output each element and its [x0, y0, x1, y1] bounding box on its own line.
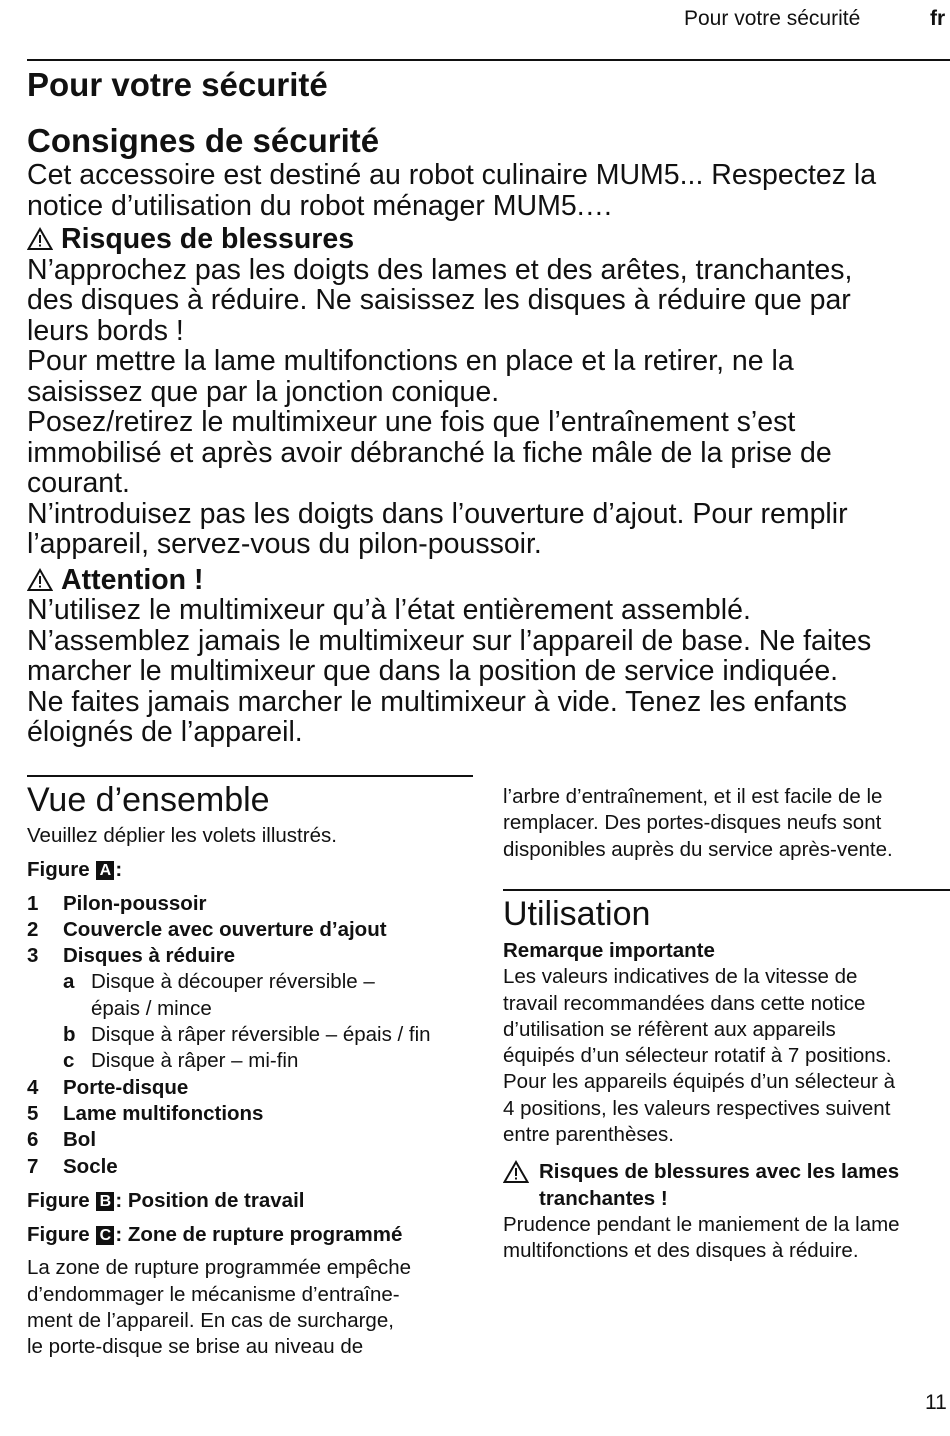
remark-line: équipés d’un sélecteur rotatif à 7 positions.: [503, 1044, 892, 1068]
rupture-line: ment de l’appareil. En cas de surcharge,: [27, 1309, 394, 1333]
warning-line: saisissez que par la jonction conique.: [27, 375, 500, 408]
rupture-line: d’endommager le mécanisme d’entraîne-: [27, 1282, 400, 1306]
running-header: Pour votre sécurité: [684, 7, 861, 30]
blade-warning-line: multifonctions et des disques à réduire.: [503, 1239, 859, 1263]
warning-line: courant.: [27, 467, 130, 499]
right-column-top: [503, 784, 948, 863]
remark-line: 4 positions, les valeurs respectives suivent: [503, 1096, 891, 1120]
attention-heading: [27, 565, 942, 596]
blade-warning-line: Prudence pendant le maniement de la lame: [503, 1212, 900, 1236]
list-item: 5 Lame multifonctions: [27, 1101, 264, 1125]
usage-rule: [503, 889, 950, 891]
figure-b-label: Figure B : Position de travail: [27, 1188, 305, 1212]
overview-rule: [27, 775, 473, 777]
attention-line: N’assemblez jamais le multimixeur sur l’appareil de base. Ne faites: [27, 624, 872, 657]
attention-line: N’utilisez le multimixeur qu’à l’état entièrement assemblé.: [27, 594, 751, 626]
usage-column: [503, 894, 948, 1265]
page-number: 11: [925, 1391, 947, 1414]
continued-line: disponibles auprès du service après-vente.: [503, 837, 893, 861]
sub-list-item: c Disque à râper – mi-fin: [63, 1049, 299, 1073]
injury-warning-heading: [27, 224, 942, 255]
list-item: 6 Bol: [27, 1128, 97, 1152]
warning-line: N’introduisez pas les doigts dans l’ouverture d’ajout. Pour remplir: [27, 497, 848, 530]
remark-line: entre parenthèses.: [503, 1123, 674, 1147]
figure-c-label: Figure C : Zone de rupture programmé: [27, 1223, 403, 1247]
safety-body: [27, 160, 942, 748]
list-item: 3 Disques à réduire: [27, 944, 236, 968]
remark-line: Pour les appareils équipés d’un sélecteur à: [503, 1070, 896, 1094]
continued-line: l’arbre d’entraînement, et il est facile de le: [503, 785, 883, 808]
blade-warning-title: tranchantes !: [539, 1186, 668, 1210]
safety-title: Consignes de sécurité: [27, 122, 380, 159]
sub-list-item: b Disque à râper réversible – épais / fin: [63, 1023, 431, 1047]
warning-triangle-icon: [27, 227, 53, 251]
usage-title: Utilisation: [503, 895, 651, 933]
blade-warning-heading: [503, 1159, 948, 1212]
figure-letter-badge: A: [96, 861, 114, 880]
intro-line: Cet accessoire est destiné au robot culinaire MUM5... Respectez la: [27, 159, 877, 191]
list-item: 2 Couvercle avec ouverture d’ajout: [27, 917, 387, 941]
page-title: Pour votre sécurité: [27, 66, 328, 103]
overview-intro: Veuillez déplier les volets illustrés.: [27, 824, 337, 847]
continued-line: remplacer. Des portes-disques neufs sont: [503, 811, 882, 835]
remark-line: Les valeurs indicatives de la vitesse de: [503, 965, 858, 989]
remark-line: d’utilisation se réfèrent aux appareils: [503, 1017, 836, 1041]
warning-line: leurs bords !: [27, 314, 184, 347]
list-item: 1 Pilon-poussoir: [27, 891, 207, 915]
header-rule: [27, 59, 950, 61]
injury-warning-title: Risques de blessures: [61, 223, 355, 255]
warning-triangle-icon: [503, 1160, 529, 1184]
rupture-line: le porte-disque se brise au niveau de: [27, 1335, 364, 1359]
warning-triangle-icon: [27, 568, 53, 592]
language-code: fr: [930, 7, 946, 30]
warning-line: des disques à réduire. Ne saisissez les disques à réduire que par: [27, 284, 851, 316]
overview-title: Vue d’ensemble: [27, 781, 270, 819]
figure-letter-badge: B: [96, 1192, 114, 1211]
warning-line: Pour mettre la lame multifonctions en place et la retirer, ne la: [27, 345, 794, 377]
attention-title: Attention !: [61, 563, 204, 596]
warning-line: Posez/retirez le multimixeur une fois que l’entraînement s’est: [27, 406, 796, 438]
remark-line: travail recommandées dans cette notice: [503, 991, 866, 1015]
warning-line: immobilisé et après avoir débranché la fiche mâle de la prise de: [27, 436, 832, 469]
attention-line: marcher le multimixeur que dans la position de service indiquée.: [27, 655, 839, 687]
warning-line: N’approchez pas les doigts des lames et des arêtes, tranchantes,: [27, 253, 853, 286]
attention-line: Ne faites jamais marcher le multimixeur à vide. Tenez les enfants: [27, 685, 847, 718]
intro-line: notice d’utilisation du robot ménager MUM5.…: [27, 189, 614, 222]
figure-a-label: Figure A :: [27, 858, 123, 882]
list-item: 7 Socle: [27, 1154, 118, 1178]
overview-column: [27, 780, 472, 1361]
list-item: 4 Porte-disque: [27, 1075, 189, 1099]
rupture-line: La zone de rupture programmée empêche: [27, 1256, 412, 1280]
remark-title: Remarque importante: [503, 939, 715, 962]
blade-warning-title: Risques de blessures avec les lames: [539, 1160, 900, 1184]
attention-line: éloignés de l’appareil.: [27, 716, 303, 748]
sub-list-item: a Disque à découper réversible – épais / mince: [63, 970, 375, 1020]
figure-letter-badge: C: [96, 1226, 114, 1245]
warning-line: l’appareil, servez-vous du pilon-poussoir.: [27, 528, 542, 560]
